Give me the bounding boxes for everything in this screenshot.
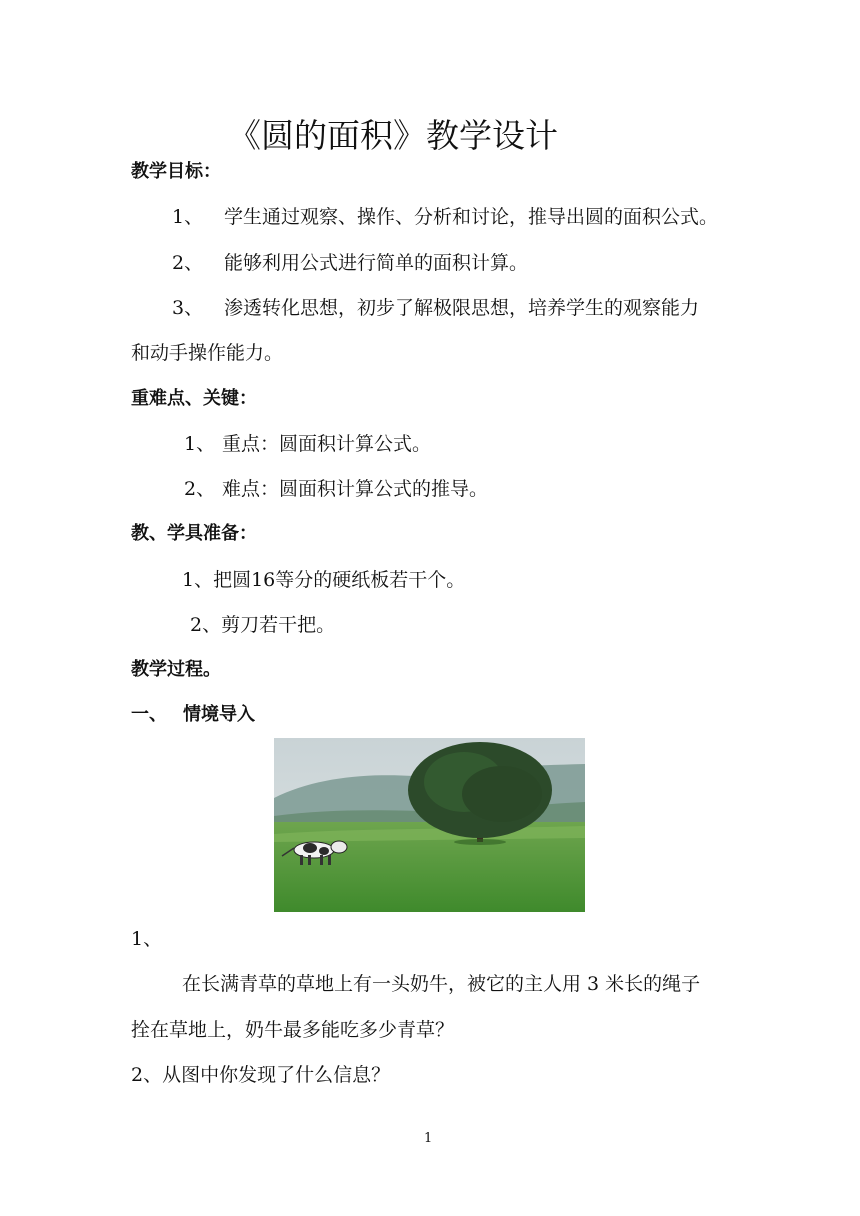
page-number: 1: [424, 1131, 433, 1146]
material-item-2: 2、剪刀若干把。: [190, 614, 336, 636]
section-title: 情境导入: [183, 704, 255, 725]
objectives-heading: 教学目标：: [131, 161, 221, 182]
objective-item-3: [172, 299, 699, 318]
key-point-number: 1、: [184, 433, 216, 455]
objective-item-1: [172, 208, 718, 227]
intro-item-1-line-2: 拴在草地上，奶牛最多能吃多少青草？: [131, 1019, 455, 1041]
objective-continuation: 和动手操作能力。: [131, 342, 284, 364]
objective-item-2: [172, 254, 528, 273]
process-heading: 教学过程。: [131, 659, 221, 680]
key-point-text: 难点：圆面积计算公式的推导。: [222, 478, 489, 500]
materials-heading: 教、学具准备：: [131, 523, 257, 544]
objective-number: 3、: [172, 297, 204, 319]
intro-item-2: 2、从图中你发现了什么信息？: [131, 1064, 391, 1086]
page-title: 《圆的面积》教学设计: [228, 116, 558, 155]
material-item-1: 1、把圆16等分的硬纸板若干个。: [182, 569, 466, 591]
key-point-text: 重点：圆面积计算公式。: [222, 433, 432, 455]
objective-text: 学生通过观察、操作、分析和讨论，推导出圆的面积公式。: [224, 206, 719, 228]
key-points-heading: 重难点、关键：: [131, 388, 257, 409]
key-point-item-1: [184, 435, 431, 454]
objective-number: 2、: [172, 252, 204, 274]
objective-number: 1、: [172, 206, 204, 228]
intro-item-1-number: 1、: [131, 928, 163, 950]
section-number: 一、: [131, 704, 167, 725]
objective-text: 渗透转化思想，初步了解极限思想，培养学生的观察能力: [224, 297, 700, 319]
objective-text: 能够利用公式进行简单的面积计算。: [224, 252, 529, 274]
key-point-item-2: [184, 480, 488, 499]
key-point-number: 2、: [184, 478, 216, 500]
section-1-heading: [131, 706, 255, 724]
landscape-tree-cow-image: [274, 738, 585, 912]
intro-item-1-line-1: 在长满青草的草地上有一头奶牛，被它的主人用 3 米长的绳子: [182, 973, 701, 995]
